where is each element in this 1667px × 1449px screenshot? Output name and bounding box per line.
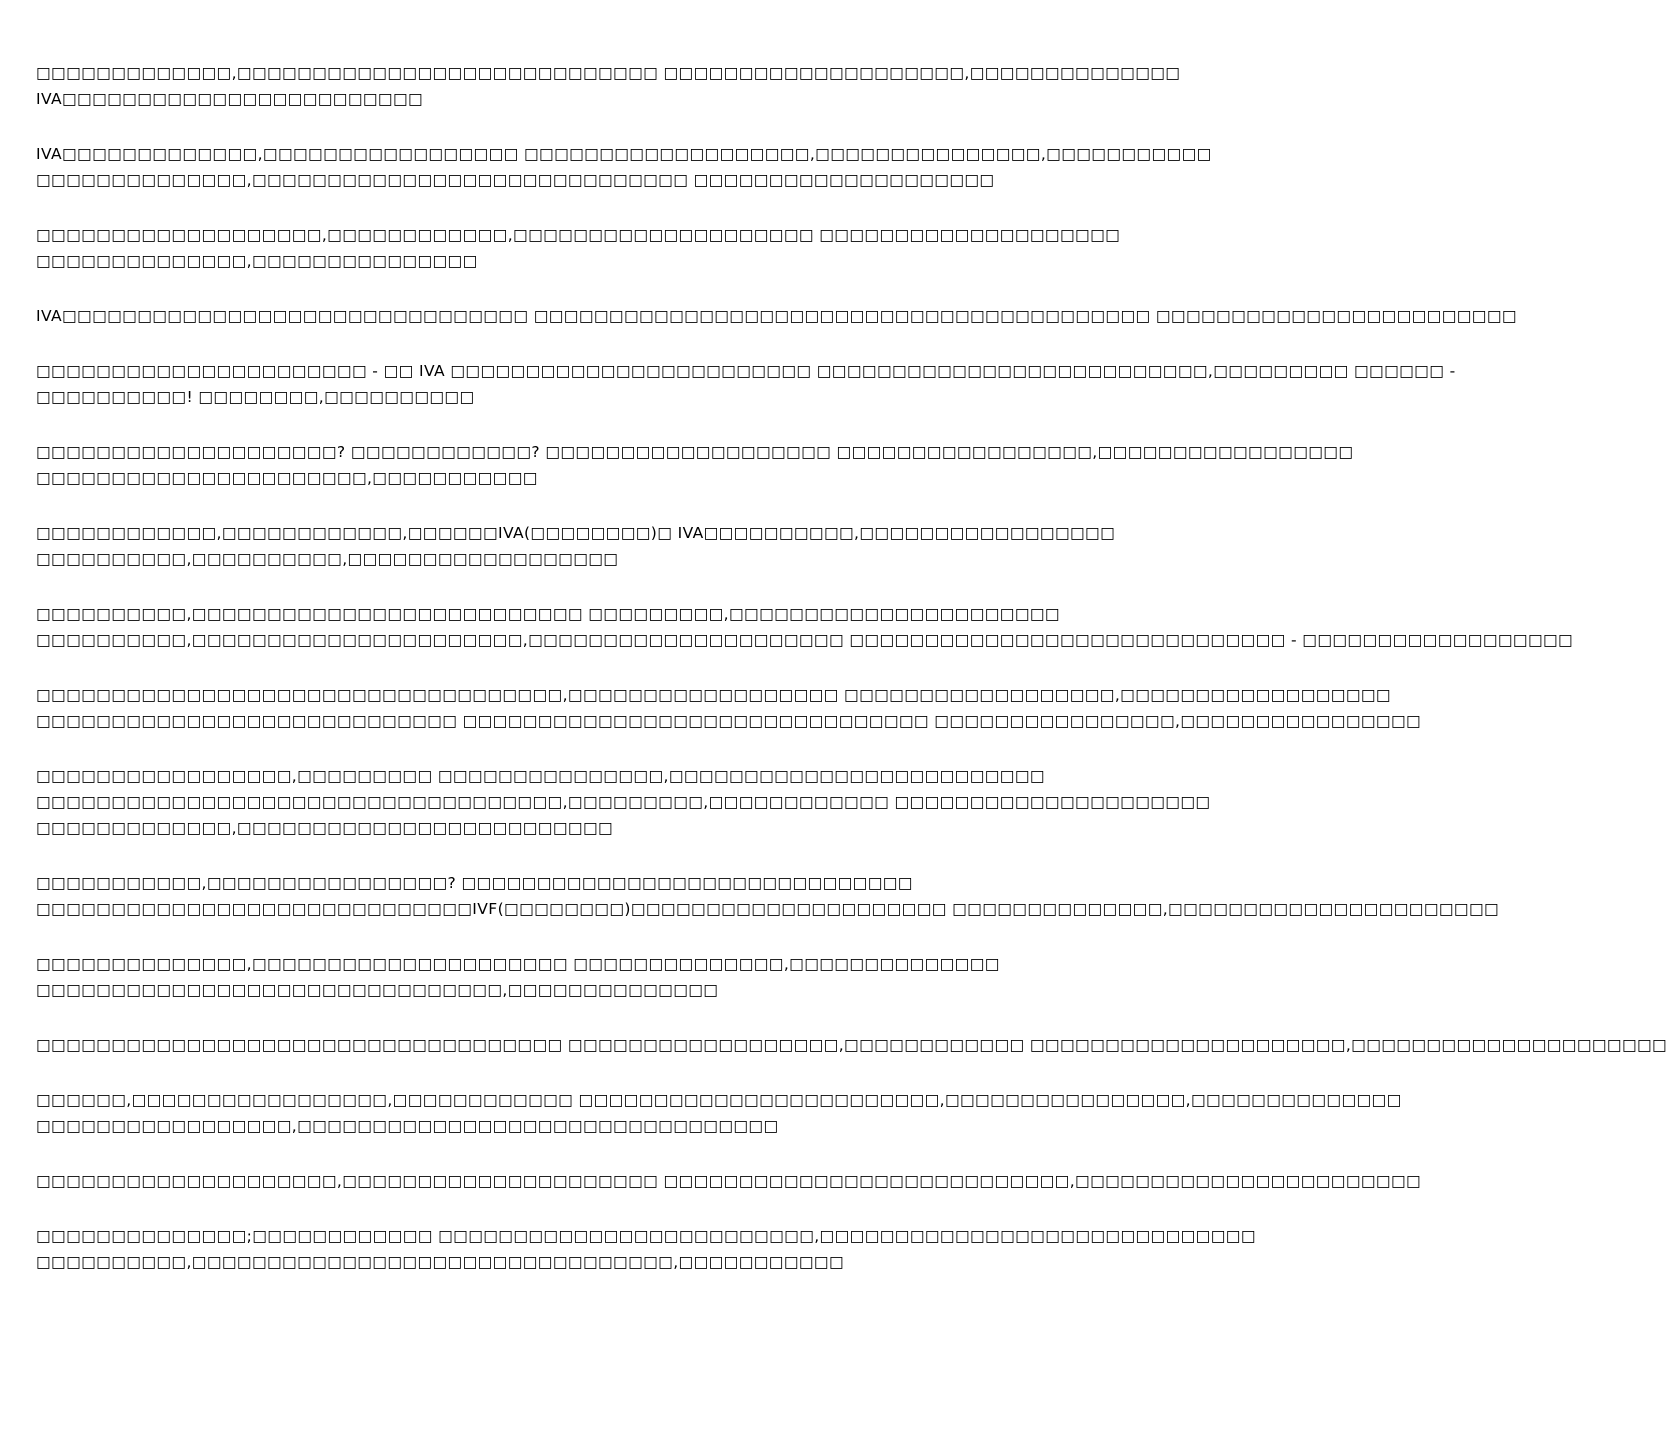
paragraph (36, 951, 1000, 1003)
paragraph-line: □□□□□□□□□□□□□□□□□□□□□□□□□□□□□□□□□□□,□□□□□□□□□□□□□□□□□□ □□□□□□□□□□□□□□□□□□,□□□□□□□□□□□□□□□□□□ (36, 686, 1391, 704)
paragraph-line: □□□□□□□□□□□□□□;□□□□□□□□□□□□ □□□□□□□□□□□□□□□□□□□□□□□□□,□□□□□□□□□□□□□□□□□□□□□□□□□□□□□ (36, 1227, 1256, 1245)
paragraph-line: □□□□□□□□□□,□□□□□□□□□□□□□□□□□□□□□□□□□□□□□□□□,□□□□□□□□□□□ (36, 1253, 845, 1271)
paragraph-line: □□□□□□□□□□□□□□,□□□□□□□□□□□□□□□□□□□□□□□□□□□□□ □□□□□□□□□□□□□□□□□□□□ (36, 171, 995, 189)
paragraph-line: □□□□□□□□□□□□□□□□□□□□□□ - □□ IVA □□□□□□□□□□□□□□□□□□□□□□□□ □□□□□□□□□□□□□□□□□□□□□□□□□□,□□□□□□□□□ □□□□□□ - (36, 362, 1456, 380)
paragraph-line: □□□□□□□□□□□□□□□□□□□□□□,□□□□□□□□□□□ (36, 469, 538, 487)
paragraph-line: IVA□□□□□□□□□□□□□□□□□□□□□□□□ (36, 90, 424, 108)
paragraph-line: □□□□□□□□□□□□□□□□□,□□□□□□□□□□□□□□□□□□□□□□□□□□□□□□□□ (36, 1117, 779, 1135)
paragraph (36, 870, 1500, 922)
paragraph-line: IVA□□□□□□□□□□□□□,□□□□□□□□□□□□□□□□□ □□□□□□□□□□□□□□□□□□□,□□□□□□□□□□□□□□□,□□□□□□□□□□□ (36, 145, 1212, 163)
paragraph-line: □□□□□□□□□□□□□□□□□□□□□□□□□□□□□IVF(□□□□□□□□)□□□□□□□□□□□□□□□□□□□□□ □□□□□□□□□□□□□□,□□□□□□□□□□□□□□□□□□□□□□ (36, 900, 1500, 918)
paragraph-line: □□□□□□□□□□□□□,□□□□□□□□□□□□□□□□□□□□□□□□□□□□ □□□□□□□□□□□□□□□□□□□□,□□□□□□□□□□□□□□ (36, 64, 1181, 82)
paragraph (36, 601, 1574, 653)
paragraph (36, 358, 1456, 410)
paragraph (36, 682, 1422, 734)
paragraph-line: □□□□□□□□□□,□□□□□□□□□□,□□□□□□□□□□□□□□□□□□ (36, 550, 619, 568)
paragraph-line: □□□□□□□□□□□□□□□□□□□□□□□□□□□□□□□□□□□,□□□□□□□□□,□□□□□□□□□□□□ □□□□□□□□□□□□□□□□□□□□□ (36, 793, 1211, 811)
paragraph-line: □□□□□□□□□□□□□□,□□□□□□□□□□□□□□□□□□□□□ □□□□□□□□□□□□□□,□□□□□□□□□□□□□□ (36, 955, 1000, 973)
paragraph-line: □□□□□□□□□□□□□□□□□□□□□□□□□□□□□□□,□□□□□□□□□□□□□□ (36, 981, 719, 999)
paragraph (36, 1087, 1402, 1139)
paragraph-line: □□□□□□□□□□□□□□,□□□□□□□□□□□□□□□ (36, 252, 478, 270)
paragraph-line: □□□□□□□□□□□□□□□□□□□□,□□□□□□□□□□□□□□□□□□□□□ □□□□□□□□□□□□□□□□□□□□□□□□□□□,□□□□□□□□□□□□□□□□□□□□□□□ (36, 1172, 1422, 1190)
paragraph-line: IVA□□□□□□□□□□□□□□□□□□□□□□□□□□□□□□□ □□□□□□□□□□□□□□□□□□□□□□□□□□□□□□□□□□□□□□□□□ □□□□□□□□□□□□□□□□□□□□□□□□ (36, 307, 1517, 325)
paragraph-line: □□□□□□□□□□,□□□□□□□□□□□□□□□□□□□□□□□□□□ □□□□□□□□□,□□□□□□□□□□□□□□□□□□□□□□ (36, 605, 1060, 623)
paragraph-line: □□□□□□□□□□□□□,□□□□□□□□□□□□□□□□□□□□□□□□□ (36, 819, 614, 837)
paragraph (36, 222, 1121, 274)
paragraph (36, 1168, 1422, 1194)
paragraph-line: □□□□□□□□□□□□□□□□□□□□? □□□□□□□□□□□□? □□□□□□□□□□□□□□□□□□□ □□□□□□□□□□□□□□□□□,□□□□□□□□□□□□□□□□□ (36, 443, 1354, 461)
paragraph (36, 141, 1212, 193)
paragraph (36, 520, 1116, 572)
paragraph (36, 1032, 1667, 1058)
paragraph-line: □□□□□□□□□□□□□□□□□□□,□□□□□□□□□□□□,□□□□□□□□□□□□□□□□□□□□ □□□□□□□□□□□□□□□□□□□□ (36, 226, 1121, 244)
paragraph-line: □□□□□□,□□□□□□□□□□□□□□□□□,□□□□□□□□□□□□ □□□□□□□□□□□□□□□□□□□□□□□□,□□□□□□□□□□□□□□□□,□□□□□□□□□□□□□□ (36, 1091, 1402, 1109)
paragraph (36, 439, 1354, 491)
paragraph-line: □□□□□□□□□□□□□□□□□□□□□□□□□□□□□□□□□□□ □□□□□□□□□□□□□□□□□□,□□□□□□□□□□□□ □□□□□□□□□□□□□□□□□□□□□,□□□□□□□□□□□□□□□□□□□□□ (36, 1036, 1667, 1054)
paragraph (36, 60, 1181, 112)
paragraph-line: □□□□□□□□□□□□,□□□□□□□□□□□□,□□□□□□IVA(□□□□□□□□)□ IVA□□□□□□□□□□,□□□□□□□□□□□□□□□□□ (36, 524, 1116, 542)
paragraph (36, 1223, 1256, 1275)
paragraph (36, 303, 1517, 329)
paragraph-line: □□□□□□□□□□□□□□□□□□□□□□□□□□□□ □□□□□□□□□□□□□□□□□□□□□□□□□□□□□□□ □□□□□□□□□□□□□□□□,□□□□□□□□□□□□□□□□ (36, 712, 1422, 730)
paragraph (36, 763, 1211, 841)
paragraph-line: □□□□□□□□□□! □□□□□□□□,□□□□□□□□□□ (36, 388, 475, 406)
paragraph-line: □□□□□□□□□□□□□□□□□,□□□□□□□□□ □□□□□□□□□□□□□□□,□□□□□□□□□□□□□□□□□□□□□□□□□ (36, 767, 1045, 785)
paragraph-line: □□□□□□□□□□,□□□□□□□□□□□□□□□□□□□□□□,□□□□□□□□□□□□□□□□□□□□□ □□□□□□□□□□□□□□□□□□□□□□□□□□□□□ - □□□□□□□□□□□□□□□□□□ (36, 631, 1574, 649)
paragraph-line: □□□□□□□□□□□,□□□□□□□□□□□□□□□□? □□□□□□□□□□□□□□□□□□□□□□□□□□□□□□ (36, 874, 913, 892)
